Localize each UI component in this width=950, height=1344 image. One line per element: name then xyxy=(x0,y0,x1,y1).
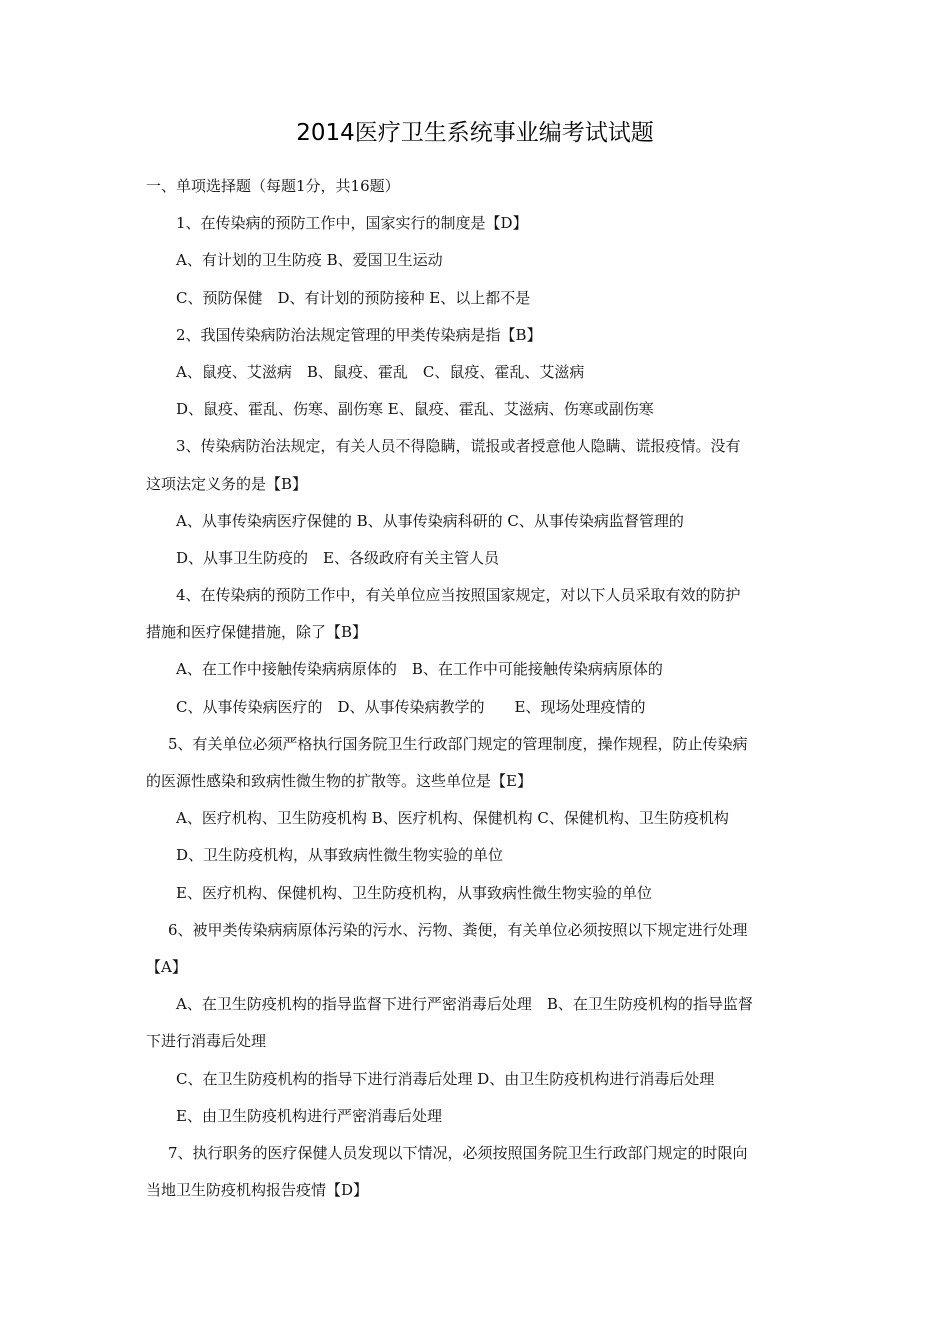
question-6-answer: 【A】 xyxy=(146,957,187,976)
question-7: 7、执行职务的医疗保健人员发现以下情况，必须按照国务院卫生行政部门规定的时限向 xyxy=(168,1143,748,1162)
question-4-options-c-e: C、从事传染病医疗的 D、从事传染病教学的 E、现场处理疫情的 xyxy=(176,697,646,716)
question-3-options-a-c: A、从事传染病医疗保健的 B、从事传染病科研的 C、从事传染病监督管理的 xyxy=(176,511,684,530)
document-body xyxy=(146,168,814,1209)
question-5: 5、有关单位必须严格执行国务院卫生行政部门规定的管理制度，操作规程，防止传染病 xyxy=(168,734,748,753)
question-6-options-continued: 下进行消毒后处理 xyxy=(146,1032,267,1051)
question-2-options-a-c: A、鼠疫、艾滋病 B、鼠疫、霍乱 C、鼠疫、霍乱、艾滋病 xyxy=(176,362,585,381)
question-4-continued: 措施和医疗保健措施，除了【B】 xyxy=(146,623,368,642)
question-4-options-a-b: A、在工作中接触传染病病原体的 B、在工作中可能接触传染病病原体的 xyxy=(176,660,663,679)
question-3: 3、传染病防治法规定，有关人员不得隐瞒，谎报或者授意他人隐瞒、谎报疫情。没有 xyxy=(176,437,741,456)
question-5-continued: 的医源性感染和致病性微生物的扩散等。这些单位是【E】 xyxy=(146,772,532,790)
question-5-option-e: E、医疗机构、保健机构、卫生防疫机构，从事致病性微生物实验的单位 xyxy=(176,883,652,902)
question-1: 1、在传染病的预防工作中，国家实行的制度是【D】 xyxy=(176,214,528,233)
question-6-option-e: E、由卫生防疫机构进行严密消毒后处理 xyxy=(176,1106,442,1125)
question-3-continued: 这项法定义务的是【B】 xyxy=(146,474,308,493)
question-5-options-a-c: A、医疗机构、卫生防疫机构 B、医疗机构、保健机构 C、保健机构、卫生防疫机构 xyxy=(176,809,729,828)
section-heading: 一、单项选择题（每题1分，共16题） xyxy=(146,177,400,195)
question-2: 2、我国传染病防治法规定管理的甲类传染病是指【B】 xyxy=(176,325,542,344)
question-5-option-d: D、卫生防疫机构，从事致病性微生物实验的单位 xyxy=(176,846,504,865)
question-3-options-d-e: D、从事卫生防疫的 E、各级政府有关主管人员 xyxy=(176,548,499,567)
question-1-options-a-b: A、有计划的卫生防疫 B、爱国卫生运动 xyxy=(176,251,443,270)
question-1-options-c-e: C、预防保健 D、有计划的预防接种 E、以上都不是 xyxy=(176,288,531,307)
question-4: 4、在传染病的预防工作中，有关单位应当按照国家规定，对以下人员采取有效的防护 xyxy=(176,586,741,605)
question-7-continued: 当地卫生防疫机构报告疫情【D】 xyxy=(146,1181,369,1200)
document-title: 2014医疗卫生系统事业编考试试题 xyxy=(296,120,654,146)
question-6: 6、被甲类传染病病原体污染的污水、污物、粪便，有关单位必须按照以下规定进行处理 xyxy=(168,920,748,939)
question-6-options-a-b: A、在卫生防疫机构的指导监督下进行严密消毒后处理 B、在卫生防疫机构的指导监督 xyxy=(176,995,753,1014)
question-2-options-d-e: D、鼠疫、霍乱、伤寒、副伤寒 E、鼠疫、霍乱、艾滋病、伤寒或副伤寒 xyxy=(176,400,654,419)
question-6-options-c-d: C、在卫生防疫机构的指导下进行消毒后处理 D、由卫生防疫机构进行消毒后处理 xyxy=(176,1069,715,1088)
